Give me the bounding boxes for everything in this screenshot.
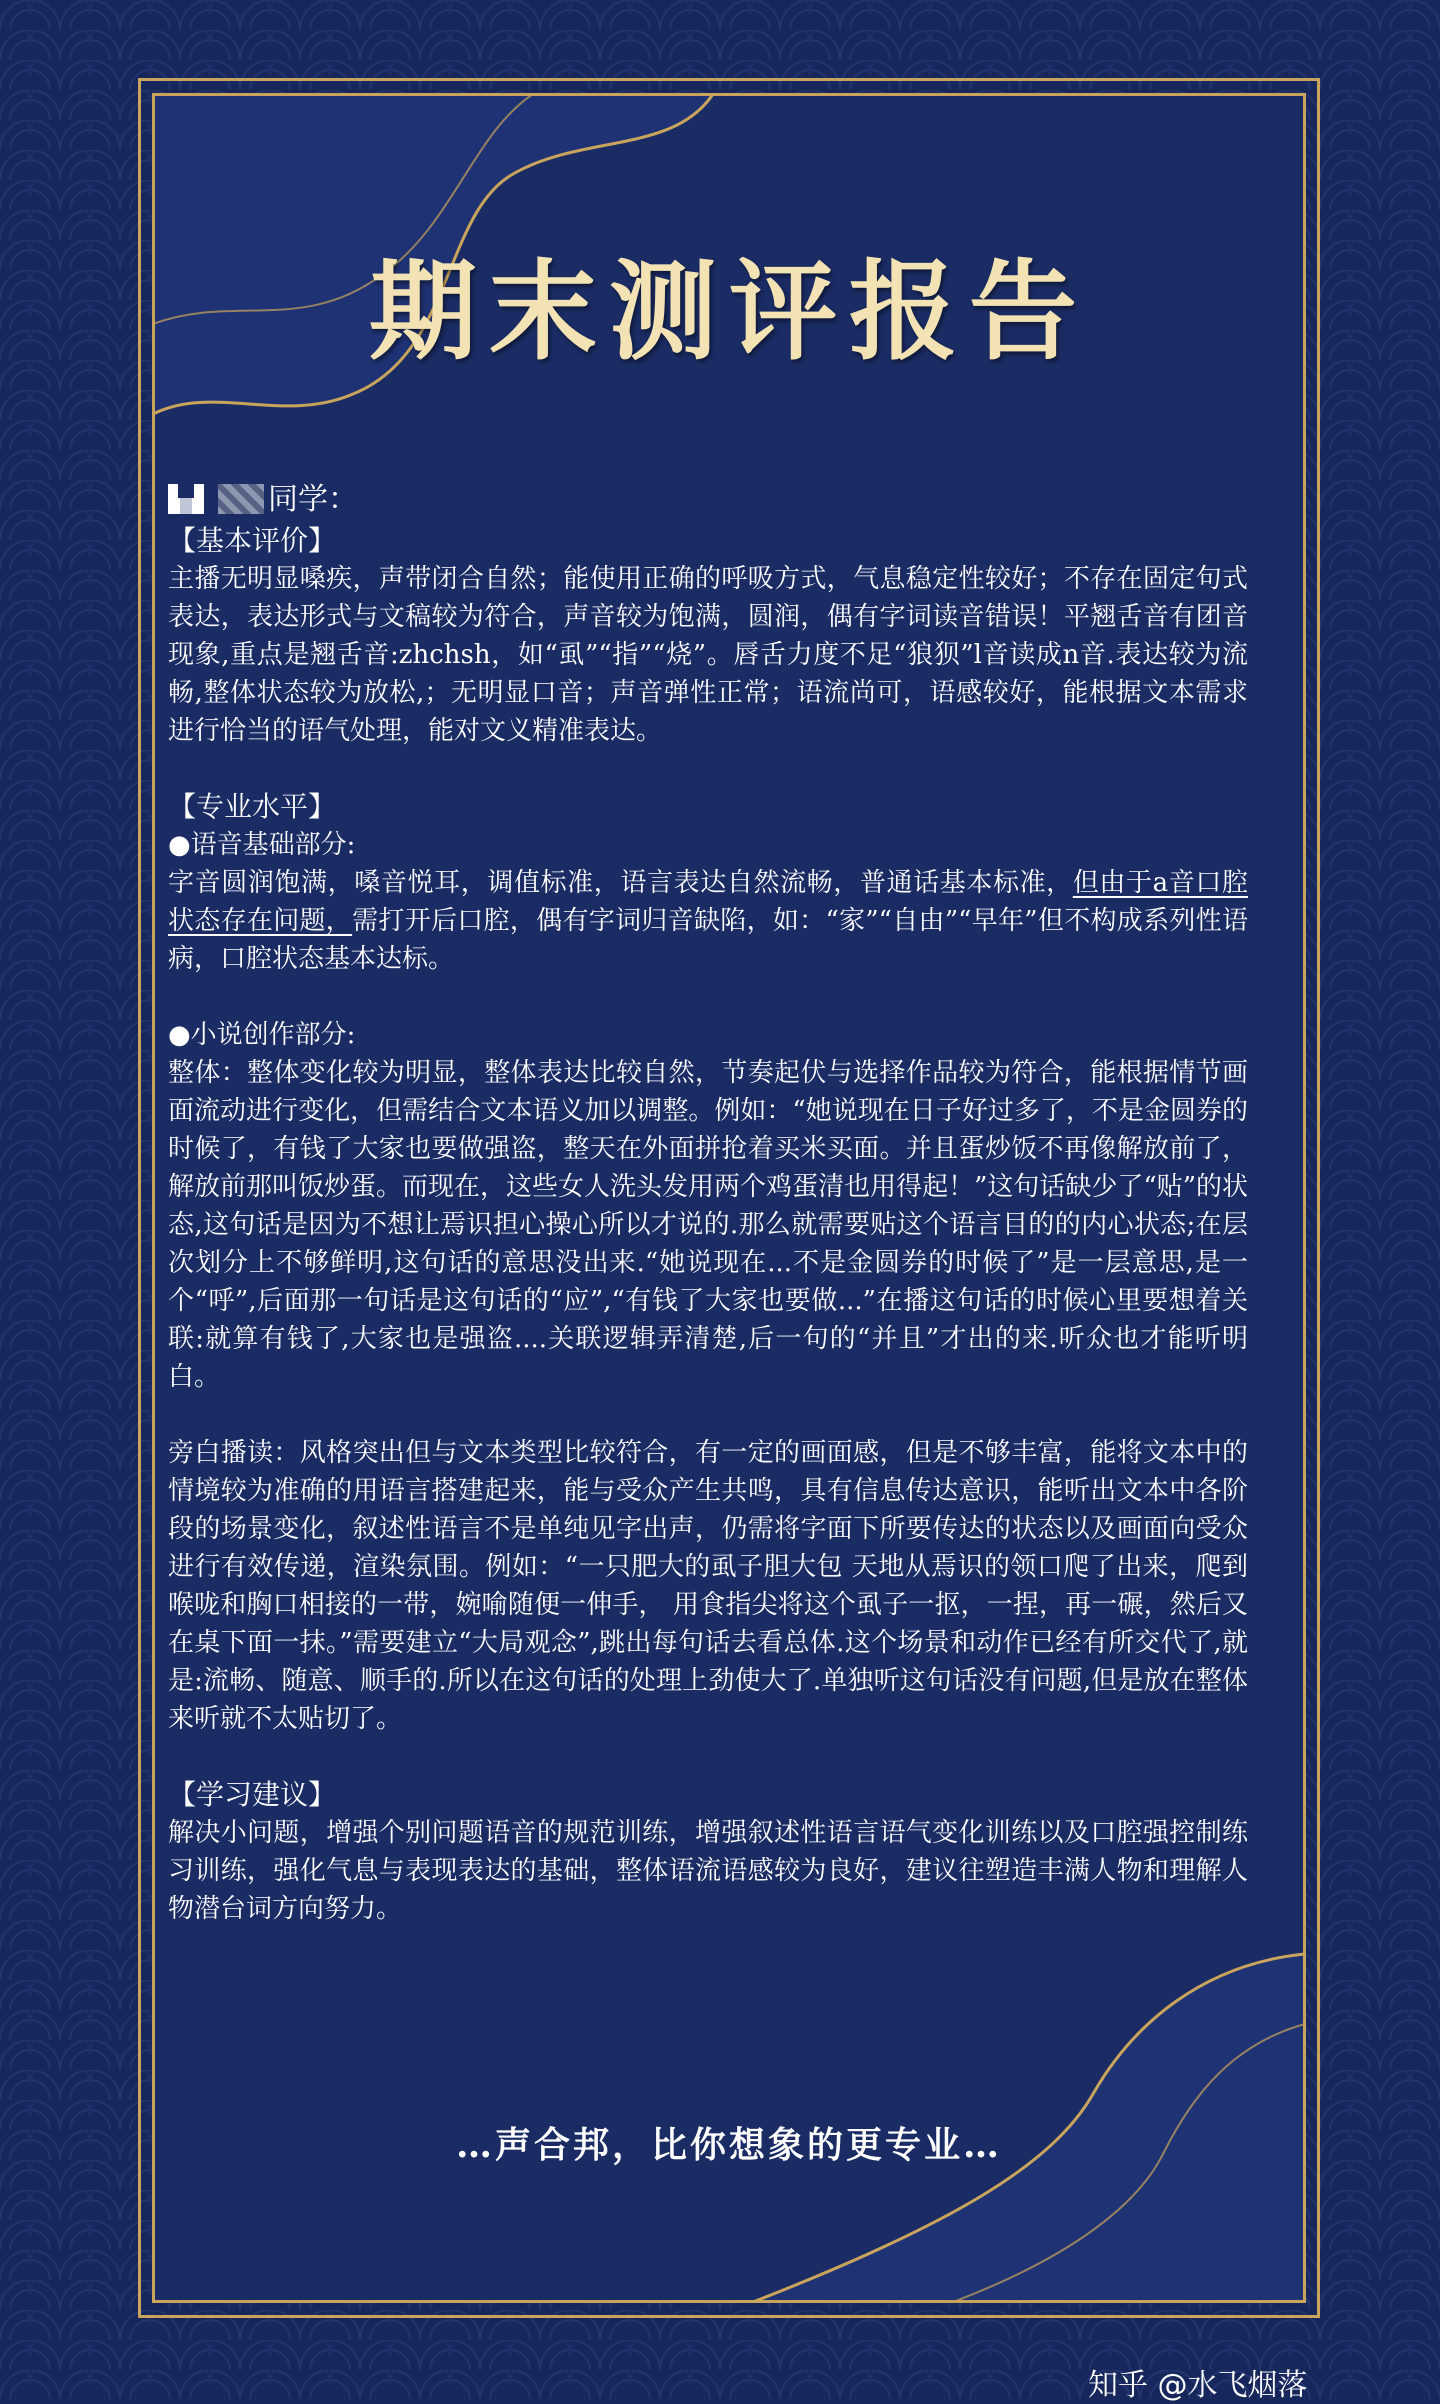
report-body [168, 478, 1248, 1928]
page-title: 期末测评报告 [368, 249, 1089, 375]
novel-overall-text: 整体：整体变化较为明显，整体表达比较自然，节奏起伏与选择作品较为符合，能根据情节画面流动进行变化，但需结合文本语义加以调整。例如：“她说现在日子好过多了，不是金圆券的时候了，有钱了大家也要做强盗，整天在外面拼抢着买米买面。并且蛋炒饭不再像解放前了，解放前那叫饭炒蛋。而现在，这些女人洗头发用两个鸡蛋清也用得起！”这句话缺少了“贴”的状态,这句话是因为不想让焉识担心操心所以才说的.那么就需要贴这个语言目的的内心状态;在层次划分上不够鲜明,这句话的意思没出来.“她说现在...不是金圆券的时候了”是一层意思,是一个“呼”,后面那一句话是这句话的“应”,“有钱了大家也要做...”在播这句话的时候心里要想着关联:就算有钱了,大家也是强盗....关联逻辑弄清楚,后一句的“并且”才出的来.听众也才能听明白。 [168, 1058, 1248, 1392]
phonetics-text-underlined: 但由于a音口腔状态存在问题， [168, 868, 1248, 936]
advice-text: 解决小问题，增强个别问题语音的规范训练，增强叙述性语言语气变化训练以及口腔强控制练习训练，强化气息与表现表达的基础，整体语流语感较为良好，建议往塑造丰满人物和理解人物潜台词方向努力。 [168, 1818, 1248, 1924]
section-heading-professional: 【专业水平】 [168, 790, 337, 823]
section-heading-advice: 【学习建议】 [168, 1778, 337, 1811]
greeting-line [168, 478, 1248, 522]
basic-evaluation-text: 主播无明显嗓疾，声带闭合自然；能使用正确的呼吸方式，气息稳定性较好；不存在固定句式表达，表达形式与文稿较为符合，声音较为饱满，圆润，偶有字词读音错误！平翘舌音有团音现象,重点是翘舌音:zhchsh，如“虱”“指”“烧”。唇舌力度不足“狼狈”l音读成n音.表达较为流畅,整体状态较为放松,；无明显口音；声音弹性正常；语流尚可，语感较好，能根据文本需求进行恰当的语气处理，能对文义精准表达。 [168, 564, 1248, 746]
redacted-name-block [218, 484, 264, 514]
watermark: 知乎 @水飞烟落 [1088, 2368, 1308, 2403]
phonetics-text-a: 字音圆润饱满，嗓音悦耳，调值标准，语言表达自然流畅，普通话基本标准， [168, 868, 1073, 898]
narration-text: 旁白播读：风格突出但与文本类型比较符合，有一定的画面感，但是不够丰富，能将文本中的情境较为准确的用语言搭建起来，能与受众产生共鸣，具有信息传达意识，能听出文本中各阶段的场景变化，叙述性语言不是单纯见字出声，仍需将字面下所要传达的状态以及画面向受众进行有效传递，渲染氛围。例如：“一只肥大的虱子胆大包 天地从焉识的领口爬了出来，爬到喉咙和胸口相接的一带，婉喻随便一伸手， 用食指尖将这个虱子一抠，一捏，再一碾，然后又在桌下面一抹。”需要建立“大局观念”,跳出每句话去看总体.这个场景和动作已经有所交代了,就是:流畅、随意、顺手的.所以在这句话的处理上劲使大了.单独听这句话没有问题,但是放在整体来听就不太贴切了。 [168, 1438, 1248, 1734]
section-heading-basic: 【基本评价】 [168, 524, 337, 557]
greeting-text: 同学： [268, 482, 358, 517]
footer-slogan: …声合邦，比你想象的更专业… [455, 2124, 1002, 2166]
subheading-phonetics: ●语音基础部分: [168, 830, 356, 860]
subheading-novel: ●小说创作部分: [168, 1020, 356, 1050]
redacted-name-block [168, 484, 204, 514]
phonetics-text-b: 需打开后口腔，偶有字词归音缺陷，如：“家”“自由”“早年”但不构成系列性语病，口腔状态基本达标。 [168, 906, 1248, 974]
phonetics-text [168, 864, 1248, 978]
